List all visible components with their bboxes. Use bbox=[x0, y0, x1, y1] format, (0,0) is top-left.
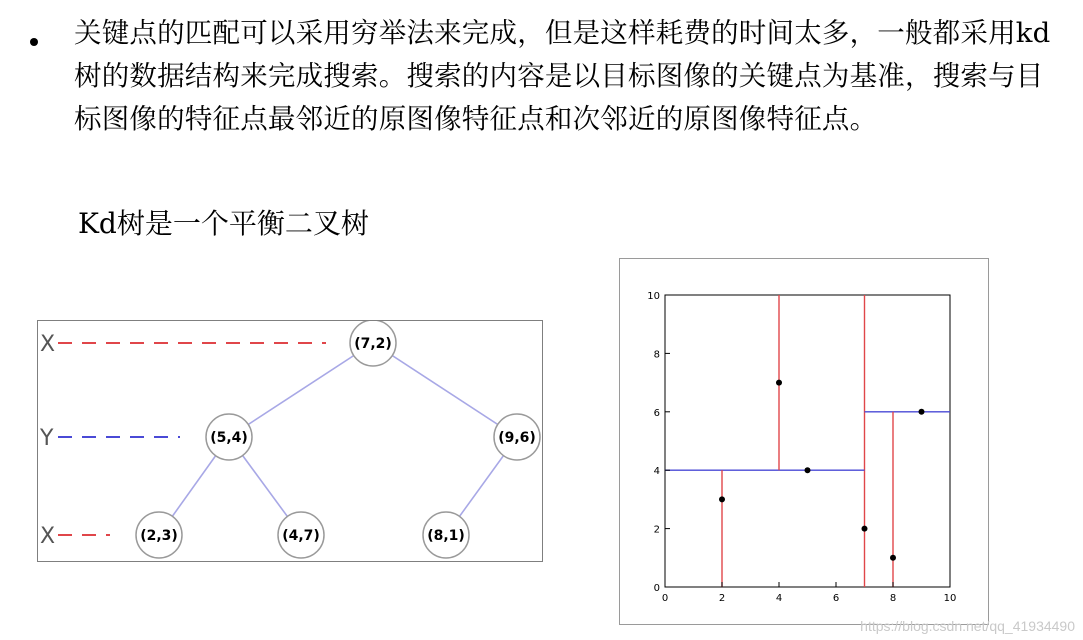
level-0-axis-label: X bbox=[40, 332, 56, 357]
watermark: https://blog.csdn.net/qq_41934490 bbox=[860, 618, 1075, 634]
plot-area bbox=[665, 295, 950, 587]
level-2-axis-label: X bbox=[40, 524, 56, 549]
tree-node bbox=[206, 414, 252, 460]
tree-node-label: (4,7) bbox=[282, 528, 320, 544]
x-tick-label: 8 bbox=[889, 593, 897, 604]
data-point bbox=[890, 555, 896, 561]
tree-node-label: (8,1) bbox=[427, 528, 465, 544]
x-tick-label: 10 bbox=[943, 593, 957, 604]
y-tick-label: 0 bbox=[653, 583, 660, 594]
y-tick-label: 2 bbox=[653, 524, 660, 536]
data-point bbox=[776, 380, 782, 386]
x-tick-label: 2 bbox=[718, 593, 726, 604]
y-tick-label: 4 bbox=[653, 466, 660, 478]
x-tick-label: 0 bbox=[661, 593, 669, 604]
tree-node-label: (5,4) bbox=[210, 430, 248, 446]
tree-node bbox=[423, 512, 469, 558]
tree-node bbox=[350, 321, 396, 366]
y-tick-label: 6 bbox=[653, 407, 660, 419]
tree-edge bbox=[229, 343, 373, 437]
tree-node-label: (7,2) bbox=[354, 336, 392, 352]
x-tick-label: 4 bbox=[775, 593, 783, 604]
tree-node bbox=[136, 512, 182, 558]
plot-svg bbox=[620, 259, 988, 624]
tree-edge bbox=[373, 343, 517, 437]
data-point bbox=[862, 526, 868, 532]
kd-tree-diagram bbox=[37, 320, 543, 562]
kd-tree-svg bbox=[38, 321, 542, 561]
kd-partition-plot bbox=[619, 258, 989, 625]
data-point bbox=[805, 467, 811, 473]
tree-node bbox=[278, 512, 324, 558]
y-tick-label: 10 bbox=[647, 291, 660, 302]
x-tick-label: 6 bbox=[832, 593, 840, 604]
tree-node-label: (2,3) bbox=[140, 528, 178, 544]
data-point bbox=[919, 409, 925, 415]
tree-node-label: (9,6) bbox=[498, 430, 536, 446]
tree-node bbox=[494, 414, 540, 460]
level-1-axis-label: Y bbox=[40, 426, 54, 451]
y-tick-label: 8 bbox=[653, 349, 660, 361]
kd-tree-subtitle: Kd树是一个平衡二叉树 bbox=[78, 207, 369, 240]
bullet-dot bbox=[30, 38, 38, 46]
data-point bbox=[719, 496, 725, 502]
bullet-text: 关键点的匹配可以采用穷举法来完成，但是这样耗费的时间太多，一般都采用kd树的数据结构来完成搜索。搜索的内容是以目标图像的关键点为基准，搜索与目标图像的特征点最邻近的原图像特征点和次邻近的原图像特征点。 bbox=[74, 17, 1051, 135]
